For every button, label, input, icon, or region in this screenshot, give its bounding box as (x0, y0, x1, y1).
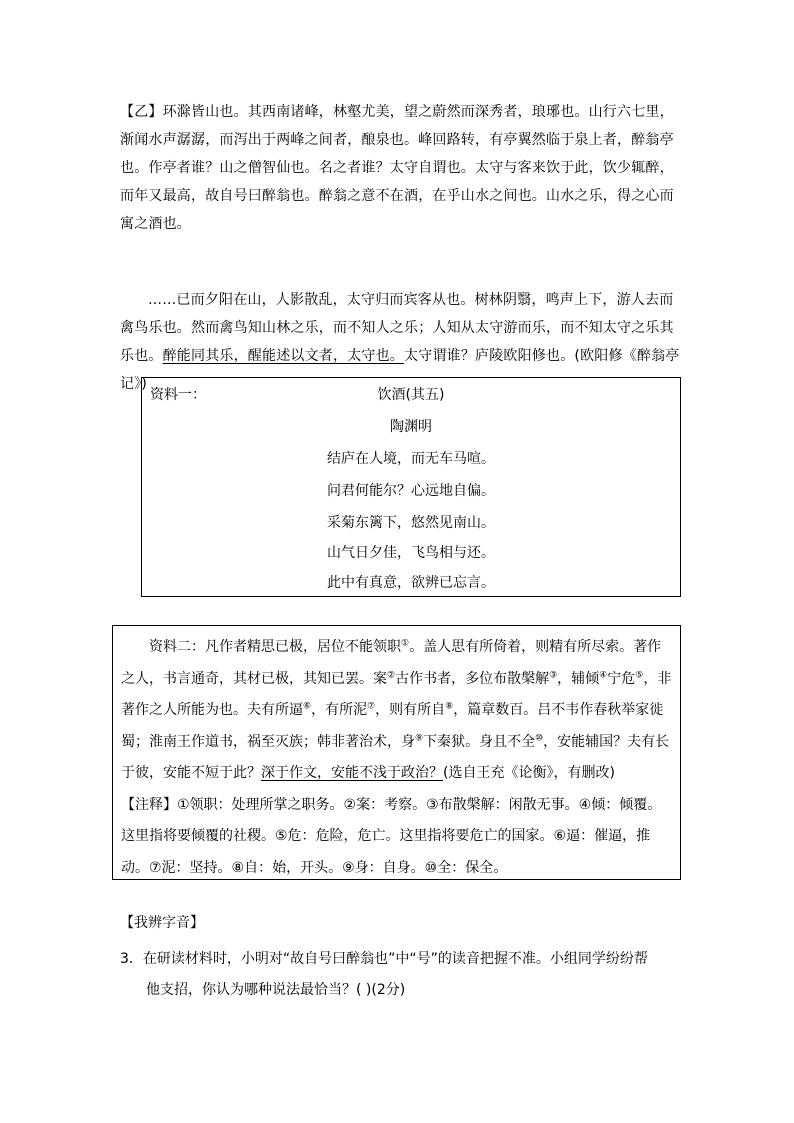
material-2-source: (选自王充《论衡》，有删改) (443, 765, 615, 781)
underlined-sentence-2: 深于作文，安能不浅于政治？ (261, 765, 443, 781)
question-3-line-1: 3．在研读材料时，小明对“故自号曰醉翁也”中“号”的读音把握不准。小组同学纷纷帮 (120, 951, 648, 967)
material-2-segment: ，非著作之人所能为也。夫有所逼 (121, 670, 672, 718)
poem-line: 问君何能尔？心远地自偏。 (327, 483, 495, 499)
material-2-segment: ，篇章数百。吕不韦作春秋举家徙蜀；淮南王作道书，祸至灭族；韩非著治术，身 (121, 702, 664, 750)
footnote-marker: ⑧ (445, 701, 454, 712)
footnote-marker: ⑩ (535, 732, 544, 743)
passage-yi-text-2a: ……已而夕阳在山，人影散乱，太守归而宾客从也。树林阴翳，鸣声上下，游人去而禽鸟乐也。然而禽鸟知山林之乐，而不知人之乐；人知从太守游而乐，而不知太守之乐其乐也。 (120, 292, 674, 364)
material-2-segment: 。盖人思有所倚着，则精有所尽索。著作之人，书言通奇，其材已极，其知已罢。案 (121, 639, 662, 687)
question-3-line-2: 他支招，你认为哪种说法最恰当？( )(2分) (146, 982, 406, 998)
footnote-marker: ⑥ (303, 701, 312, 712)
passage-yi-paragraph-1 (120, 98, 680, 238)
material-2-segment: ，辅倾 (557, 670, 600, 687)
section-heading: 【我辨字音】 (120, 915, 204, 931)
material-2-segment: 凡作者精思已极，居位不能领职 (205, 639, 401, 655)
footnote-marker: ① (401, 638, 410, 649)
poem-author: 陶渊明 (390, 419, 432, 435)
material-2-segment: ，安能辅国？夫有长于彼，安能不短于此？ (121, 733, 670, 781)
material-2-segment: 古作书者，多位布散槃解 (395, 670, 550, 687)
footnote-marker: ⑨ (415, 732, 424, 743)
question-3 (120, 944, 680, 1006)
passage-yi-mark: 【乙】 (120, 104, 163, 120)
poem-line: 此中有真意，欲辨已忘言。 (327, 575, 495, 591)
poem-line: 结庐在人境，而无车马喧。 (327, 451, 495, 467)
material-1-box (141, 377, 681, 597)
material-2-segment: ，有所泥 (311, 702, 368, 718)
footnote-marker: ④ (599, 669, 608, 680)
notes-label: 【注释】 (121, 796, 177, 813)
footnote-marker: ② (387, 669, 396, 680)
underlined-sentence: 醉能同其乐，醒能述以文者，太守也。 (162, 348, 405, 364)
notes (121, 790, 673, 885)
footnote-marker: ③ (549, 669, 558, 680)
footnote-marker: ⑤ (635, 669, 644, 680)
poem-line: 山气日夕佳，飞鸟相与还。 (327, 545, 495, 561)
material-2-box (112, 625, 681, 880)
material-1-label: 资料一： (150, 387, 206, 403)
footnote-marker: ⑦ (367, 701, 376, 712)
passage-yi (120, 98, 680, 238)
notes-text: ①领职：处理所掌之职务。②案：考察。③布散槃解：闲散无事。④倾：倾覆。这里指将要倾覆的社稷。⑤危：危险，危亡。这里指将要危亡的国家。⑥逼：催逼，推动。⑦泥：坚持。⑧自：始，开头。⑨身：自身。⑩全：保全。 (121, 796, 662, 876)
material-2-label: 资料二： (149, 639, 205, 655)
passage-yi-text-2b: 太守谓谁？庐陵欧阳修也。(欧阳修《醉翁亭记》) (120, 348, 680, 392)
material-2-content (121, 632, 673, 884)
passage-yi-text-1: 环滁皆山也。其西南诸峰，林壑尤美，望之蔚然而深秀者，琅琊也。山行六七里，渐闻水声潺潺，而泻出于两峰之间者，酿泉也。峰回路转，有亭翼然临于泉上者，醉翁亭也。作亭者谁？山之僧智仙也。名之者谁？太守自谓也。太守与客来饮于此，饮少辄醉，而年又最高，故自号曰醉翁也。醉翁之意不在酒，在乎山水之间也。山水之乐，得之心而寓之酒也。 (120, 104, 674, 232)
poem-line: 采菊东篱下，悠然见南山。 (327, 515, 495, 531)
material-2-segment: 宁危 (607, 670, 636, 687)
material-2-text (121, 632, 673, 790)
poem-title: 饮酒(其五) (377, 387, 445, 403)
material-2-segment: 下秦狱。身且不全 (423, 733, 536, 750)
material-2-segment: ，则有所自 (375, 702, 446, 718)
